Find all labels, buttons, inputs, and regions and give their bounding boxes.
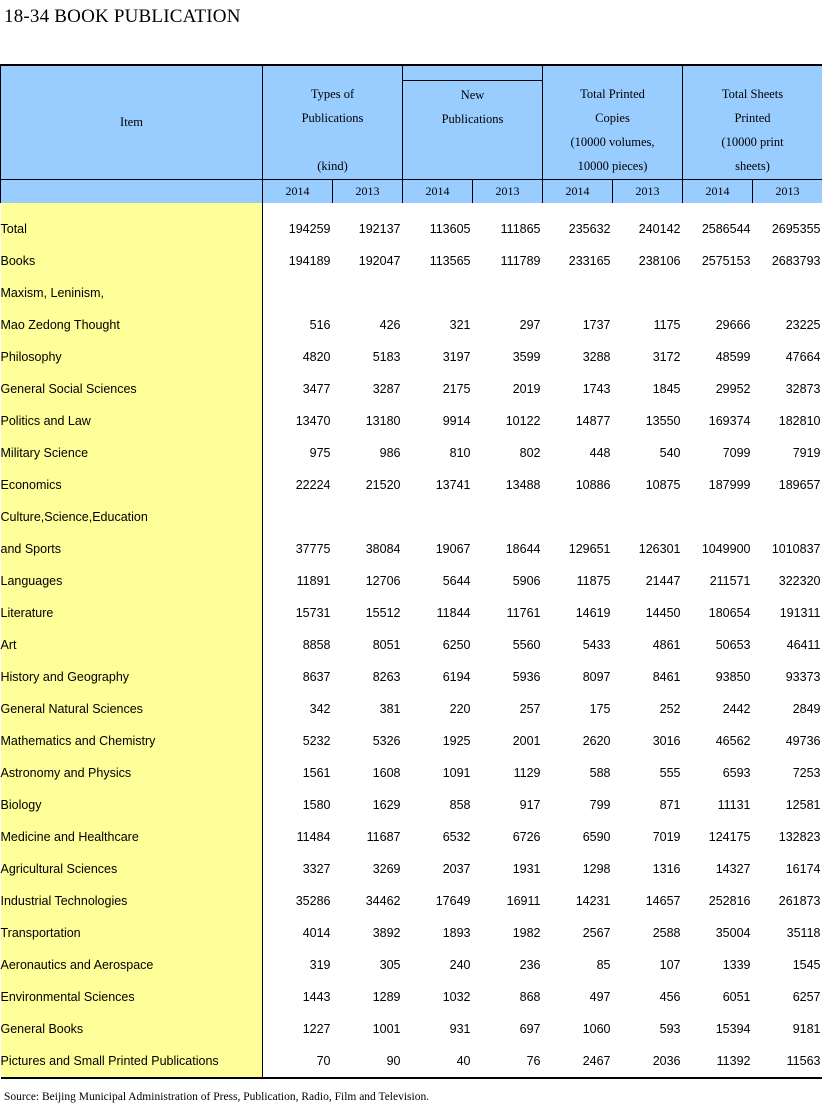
cell-value: 29666: [715, 318, 751, 332]
cell-value: 8461: [652, 670, 681, 684]
cell-value: 975: [309, 446, 331, 460]
cell-value: 11761: [506, 606, 541, 620]
cell-value: 322320: [778, 574, 821, 588]
cell-value: 11687: [366, 830, 401, 844]
cell-value: 3599: [512, 350, 541, 364]
cell-value: 1443: [302, 990, 331, 1004]
cell-value: 10122: [505, 414, 541, 428]
header-new-pub-top: [403, 65, 543, 81]
cell-value: 1339: [722, 958, 751, 972]
cell-value: 15394: [715, 1022, 751, 1036]
cell-value: 2567: [582, 926, 611, 940]
cell-value: 1608: [372, 766, 401, 780]
header-total-printed-copies: Total Printed Copies (10000 volumes, 10000 pieces): [543, 65, 683, 180]
table-body: [1, 203, 822, 1078]
table-row: [1, 501, 822, 533]
cell-value: 2175: [442, 382, 471, 396]
cell-value: 14877: [575, 414, 611, 428]
header-year: 2014: [263, 180, 333, 204]
cell-value: 21447: [645, 574, 681, 588]
cell-value: 187999: [708, 478, 751, 492]
cell-value: 2849: [792, 702, 821, 716]
publication-table: [0, 64, 822, 1079]
cell-value: 5936: [512, 670, 541, 684]
cell-value: 3287: [372, 382, 401, 396]
cell-value: 126301: [638, 542, 681, 556]
table-row: [1, 277, 822, 309]
cell-value: 47664: [785, 350, 821, 364]
cell-value: 252: [659, 702, 681, 716]
row-label: Philosophy: [1, 341, 263, 373]
cell-value: [543, 277, 613, 309]
table-row: [1, 693, 822, 725]
cell-value: 21520: [365, 478, 401, 492]
cell-value: 11563: [786, 1054, 821, 1068]
cell-value: 2695355: [771, 222, 821, 236]
cell-value: 14231: [575, 894, 611, 908]
cell-value: 1893: [442, 926, 471, 940]
cell-value: 16174: [785, 862, 821, 876]
cell-value: 17649: [435, 894, 471, 908]
cell-value: [683, 277, 753, 309]
cell-value: 93850: [715, 670, 751, 684]
cell-value: 191311: [779, 606, 821, 620]
cell-value: 6726: [512, 830, 541, 844]
cell-value: 124175: [708, 830, 751, 844]
cell-value: 11875: [576, 574, 611, 588]
table-row: [1, 533, 822, 565]
cell-value: 3288: [582, 350, 611, 364]
cell-value: 252816: [708, 894, 751, 908]
cell-value: 35118: [786, 926, 821, 940]
cell-value: 3477: [302, 382, 331, 396]
cell-value: 1545: [792, 958, 821, 972]
cell-value: 810: [449, 446, 471, 460]
cell-value: 6194: [442, 670, 471, 684]
table-row: [1, 725, 822, 757]
cell-value: 1289: [372, 990, 401, 1004]
cell-value: 6051: [722, 990, 751, 1004]
header-year: 2013: [333, 180, 403, 204]
cell-value: 5232: [302, 734, 331, 748]
cell-value: 240: [449, 958, 471, 972]
cell-value: 799: [589, 798, 611, 812]
cell-value: 6250: [442, 638, 471, 652]
row-label: Literature: [1, 597, 263, 629]
cell-value: 37775: [295, 542, 331, 556]
cell-value: [753, 501, 822, 533]
cell-value: 7919: [792, 446, 821, 460]
cell-value: 6257: [792, 990, 821, 1004]
source-note: Source: Beijing Municipal Administration of Press, Publication, Radio, Film and Television.: [4, 1091, 430, 1103]
cell-value: 497: [589, 990, 611, 1004]
row-label: History and Geography: [1, 661, 263, 693]
cell-value: 16911: [506, 894, 541, 908]
cell-value: 10875: [645, 478, 681, 492]
table-row: [1, 981, 822, 1013]
table-row: [1, 853, 822, 885]
cell-value: 14450: [645, 606, 681, 620]
cell-value: 261873: [778, 894, 821, 908]
table-row: [1, 629, 822, 661]
cell-value: 986: [379, 446, 401, 460]
cell-value: [263, 501, 333, 533]
cell-value: [543, 501, 613, 533]
cell-value: 342: [309, 702, 331, 716]
row-label: Agricultural Sciences: [1, 853, 263, 885]
header-item-spacer: [1, 180, 263, 204]
cell-value: 192047: [358, 254, 401, 268]
cell-value: 588: [589, 766, 611, 780]
cell-value: 5326: [372, 734, 401, 748]
header-total-sheets-printed: Total Sheets Printed (10000 print sheets): [683, 65, 822, 180]
cell-value: 235632: [568, 222, 611, 236]
cell-value: 11844: [436, 606, 471, 620]
header-year: 2014: [683, 180, 753, 204]
cell-value: 93373: [785, 670, 821, 684]
cell-value: 1316: [652, 862, 681, 876]
cell-value: 11131: [717, 798, 751, 812]
cell-value: 15731: [295, 606, 331, 620]
cell-value: 13488: [505, 478, 541, 492]
cell-value: 448: [589, 446, 611, 460]
cell-value: 1561: [302, 766, 331, 780]
table-row: [1, 1013, 822, 1045]
row-label: Mathematics and Chemistry: [1, 725, 263, 757]
cell-value: 3016: [652, 734, 681, 748]
cell-value: 2575153: [701, 254, 751, 268]
cell-value: 540: [659, 446, 681, 460]
cell-value: 113565: [429, 254, 471, 268]
cell-value: 871: [659, 798, 681, 812]
cell-value: 1001: [372, 1022, 401, 1036]
cell-value: 931: [449, 1022, 471, 1036]
cell-value: [403, 277, 473, 309]
cell-value: 3172: [652, 350, 681, 364]
cell-value: 1010837: [771, 542, 821, 556]
row-label: Maxism, Leninism,: [1, 277, 263, 309]
cell-value: 2037: [442, 862, 471, 876]
cell-value: 917: [519, 798, 541, 812]
row-label: Politics and Law: [1, 405, 263, 437]
cell-value: 85: [596, 958, 611, 972]
cell-value: 70: [316, 1054, 331, 1068]
cell-value: 14657: [645, 894, 681, 908]
row-label: Medicine and Healthcare: [1, 821, 263, 853]
row-label: Military Science: [1, 437, 263, 469]
cell-value: 868: [519, 990, 541, 1004]
cell-value: 23225: [785, 318, 821, 332]
row-label: Culture,Science,Education: [1, 501, 263, 533]
cell-value: 1049900: [701, 542, 751, 556]
cell-value: 1298: [582, 862, 611, 876]
cell-value: 13550: [645, 414, 681, 428]
table-row: [1, 437, 822, 469]
cell-value: 3327: [302, 862, 331, 876]
table-row: [1, 885, 822, 917]
cell-value: [613, 501, 683, 533]
header-types-of-publications: Types of Publications (kind): [263, 65, 403, 180]
cell-value: 76: [526, 1054, 541, 1068]
cell-value: 48599: [715, 350, 751, 364]
cell-value: [613, 277, 683, 309]
cell-value: 46411: [786, 638, 821, 652]
row-label: Books: [1, 245, 263, 277]
cell-value: 236: [519, 958, 541, 972]
cell-value: 5906: [512, 574, 541, 588]
row-label: General Social Sciences: [1, 373, 263, 405]
row-label: Total: [1, 203, 263, 245]
table-row: [1, 469, 822, 501]
cell-value: [333, 277, 403, 309]
table-row: [1, 245, 822, 277]
cell-value: 2620: [582, 734, 611, 748]
cell-value: 802: [519, 446, 541, 460]
cell-value: 15512: [365, 606, 401, 620]
cell-value: 13741: [435, 478, 471, 492]
cell-value: 19067: [435, 542, 471, 556]
row-label: Economics: [1, 469, 263, 501]
cell-value: 238106: [638, 254, 681, 268]
row-label: General Natural Sciences: [1, 693, 263, 725]
header-year: 2013: [613, 180, 683, 204]
cell-value: [263, 277, 333, 309]
cell-value: 194189: [288, 254, 331, 268]
cell-value: 3269: [372, 862, 401, 876]
cell-value: 13180: [365, 414, 401, 428]
table-row: [1, 373, 822, 405]
cell-value: 2683793: [771, 254, 821, 268]
cell-value: 22224: [295, 478, 331, 492]
row-label: Art: [1, 629, 263, 661]
table-row: [1, 949, 822, 981]
row-label: Environmental Sciences: [1, 981, 263, 1013]
cell-value: [473, 501, 543, 533]
cell-value: 35004: [715, 926, 751, 940]
cell-value: 555: [659, 766, 681, 780]
cell-value: 1982: [512, 926, 541, 940]
cell-value: 1129: [513, 766, 541, 780]
cell-value: 175: [589, 702, 611, 716]
cell-value: 2586544: [701, 222, 751, 236]
table-row: [1, 757, 822, 789]
cell-value: 1743: [582, 382, 611, 396]
cell-value: 35286: [295, 894, 331, 908]
cell-value: 29952: [715, 382, 751, 396]
cell-value: 2001: [512, 734, 541, 748]
cell-value: [473, 277, 543, 309]
header-year: 2014: [403, 180, 473, 204]
cell-value: 49736: [785, 734, 821, 748]
table-row: [1, 405, 822, 437]
cell-value: 9914: [442, 414, 471, 428]
cell-value: [683, 501, 753, 533]
cell-value: 5433: [582, 638, 611, 652]
cell-value: 8051: [372, 638, 401, 652]
cell-value: 113605: [429, 222, 471, 236]
cell-value: 182810: [778, 414, 821, 428]
cell-value: 4861: [652, 638, 681, 652]
cell-value: 7099: [722, 446, 751, 460]
cell-value: 6593: [722, 766, 751, 780]
cell-value: 1091: [442, 766, 471, 780]
row-label: Aeronautics and Aerospace: [1, 949, 263, 981]
cell-value: 321: [449, 318, 471, 332]
cell-value: 6590: [582, 830, 611, 844]
cell-value: 192137: [358, 222, 401, 236]
cell-value: 10886: [575, 478, 611, 492]
cell-value: 18644: [505, 542, 541, 556]
cell-value: 2036: [652, 1054, 681, 1068]
cell-value: 1227: [302, 1022, 331, 1036]
cell-value: 8097: [582, 670, 611, 684]
cell-value: 233165: [568, 254, 611, 268]
cell-value: 1925: [442, 734, 471, 748]
header-year: 2014: [543, 180, 613, 204]
cell-value: [333, 501, 403, 533]
cell-value: 1737: [582, 318, 611, 332]
cell-value: 180654: [708, 606, 751, 620]
cell-value: 5644: [442, 574, 471, 588]
table-row: [1, 1045, 822, 1078]
row-label: Industrial Technologies: [1, 885, 263, 917]
cell-value: 38084: [365, 542, 401, 556]
table-row: [1, 821, 822, 853]
cell-value: 1931: [512, 862, 541, 876]
row-label: Mao Zedong Thought: [1, 309, 263, 341]
cell-value: 5560: [512, 638, 541, 652]
cell-value: 189657: [778, 478, 821, 492]
table-row: [1, 661, 822, 693]
cell-value: 297: [519, 318, 541, 332]
row-label: Languages: [1, 565, 263, 597]
table-row: [1, 341, 822, 373]
cell-value: 13470: [295, 414, 331, 428]
header-year: 2013: [473, 180, 543, 204]
cell-value: 132823: [778, 830, 821, 844]
cell-value: 257: [519, 702, 541, 716]
cell-value: 40: [456, 1054, 471, 1068]
cell-value: [403, 501, 473, 533]
cell-value: 7253: [792, 766, 821, 780]
cell-value: 1629: [372, 798, 401, 812]
cell-value: 90: [386, 1054, 401, 1068]
cell-value: 11392: [716, 1054, 751, 1068]
table-row: [1, 203, 822, 245]
cell-value: 516: [309, 318, 331, 332]
cell-value: 211571: [709, 574, 751, 588]
cell-value: 8263: [372, 670, 401, 684]
cell-value: 107: [659, 958, 681, 972]
cell-value: 2467: [582, 1054, 611, 1068]
cell-value: 9181: [792, 1022, 821, 1036]
header-new-publications: New Publications: [403, 81, 543, 180]
cell-value: 456: [659, 990, 681, 1004]
cell-value: 1580: [302, 798, 331, 812]
cell-value: 5183: [372, 350, 401, 364]
cell-value: 11891: [296, 574, 331, 588]
cell-value: 1175: [653, 318, 681, 332]
row-label: Biology: [1, 789, 263, 821]
cell-value: 2442: [722, 702, 751, 716]
cell-value: 319: [309, 958, 331, 972]
cell-value: 3892: [372, 926, 401, 940]
cell-value: 50653: [715, 638, 751, 652]
cell-value: 14327: [715, 862, 751, 876]
cell-value: 426: [379, 318, 401, 332]
page-title: 18-34 BOOK PUBLICATION: [4, 6, 241, 27]
cell-value: 129651: [568, 542, 611, 556]
cell-value: 6532: [442, 830, 471, 844]
cell-value: 381: [379, 702, 401, 716]
cell-value: 169374: [708, 414, 751, 428]
cell-value: 1060: [582, 1022, 611, 1036]
header-year: 2013: [753, 180, 822, 204]
cell-value: 11484: [296, 830, 331, 844]
cell-value: 858: [449, 798, 471, 812]
cell-value: 14619: [575, 606, 611, 620]
cell-value: 4014: [302, 926, 331, 940]
cell-value: 194259: [288, 222, 331, 236]
cell-value: 2019: [512, 382, 541, 396]
header-item: Item: [1, 65, 263, 180]
cell-value: 697: [519, 1022, 541, 1036]
cell-value: 1032: [442, 990, 471, 1004]
cell-value: 7019: [652, 830, 681, 844]
table-row: [1, 917, 822, 949]
cell-value: 34462: [365, 894, 401, 908]
cell-value: 32873: [785, 382, 821, 396]
table-row: [1, 565, 822, 597]
row-label: and Sports: [1, 533, 263, 565]
cell-value: [753, 277, 822, 309]
cell-value: 220: [449, 702, 471, 716]
cell-value: 8637: [302, 670, 331, 684]
cell-value: 1845: [652, 382, 681, 396]
row-label: Astronomy and Physics: [1, 757, 263, 789]
row-label: Transportation: [1, 917, 263, 949]
cell-value: 8858: [302, 638, 331, 652]
cell-value: 593: [659, 1022, 681, 1036]
cell-value: 12706: [365, 574, 401, 588]
cell-value: 111865: [500, 222, 541, 236]
table-row: [1, 309, 822, 341]
cell-value: 3197: [442, 350, 471, 364]
cell-value: 4820: [302, 350, 331, 364]
table-row: [1, 789, 822, 821]
cell-value: 46562: [715, 734, 751, 748]
cell-value: 240142: [638, 222, 681, 236]
row-label: Pictures and Small Printed Publications: [1, 1045, 263, 1078]
cell-value: 305: [379, 958, 401, 972]
cell-value: 2588: [652, 926, 681, 940]
row-label: General Books: [1, 1013, 263, 1045]
cell-value: 111789: [500, 254, 541, 268]
table-row: [1, 597, 822, 629]
cell-value: 12581: [785, 798, 821, 812]
